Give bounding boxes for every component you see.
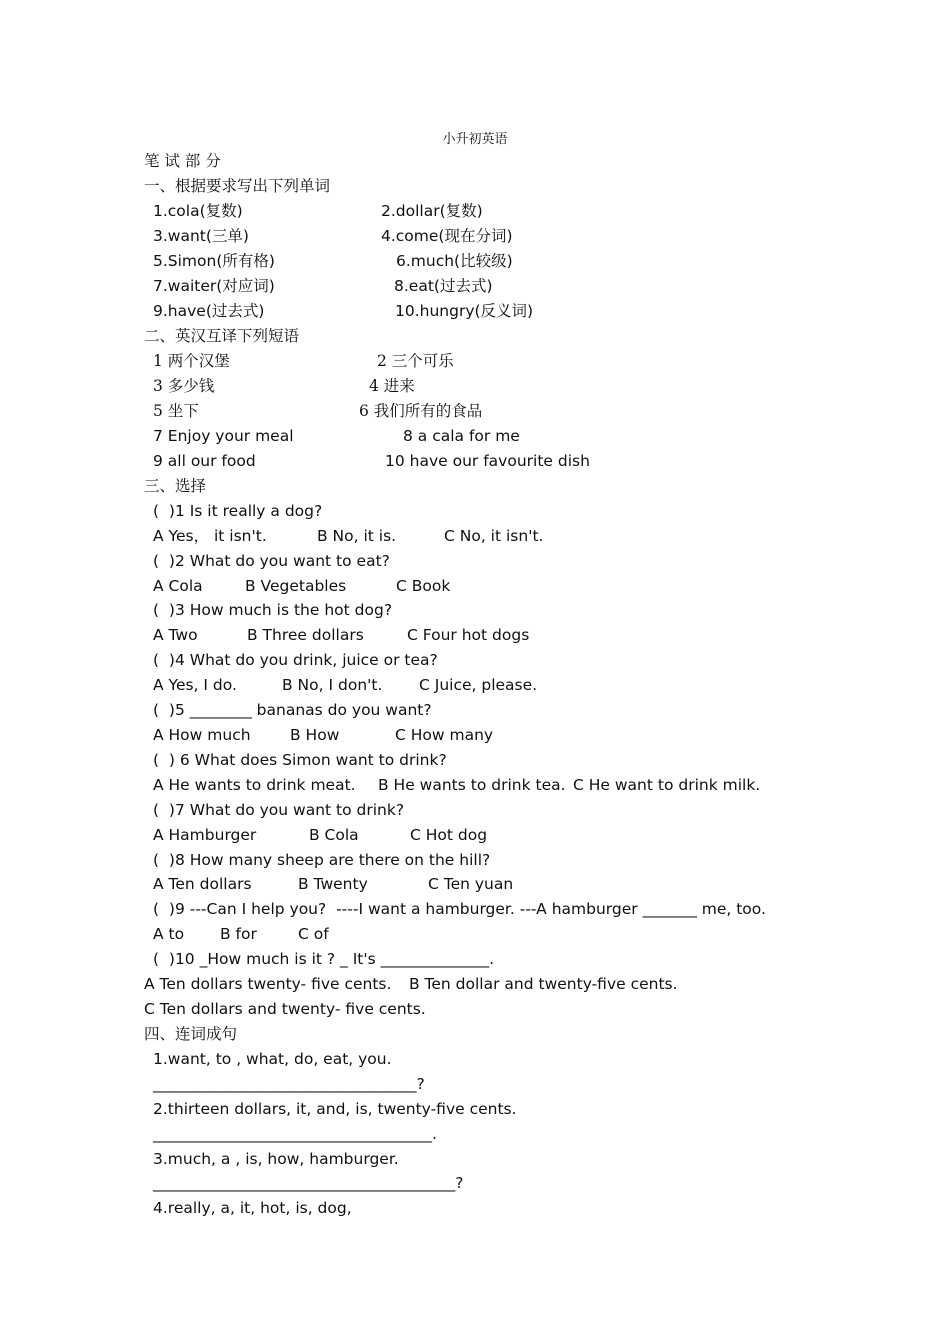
option: B He wants to drink tea.: [378, 776, 566, 794]
option: A He wants to drink meat.: [153, 776, 356, 794]
option: A Cola: [153, 577, 203, 595]
exam-part-label: 笔 试 部 分: [144, 152, 221, 170]
option: A Yes， it isn't.: [153, 527, 267, 545]
option: A Hamburger: [153, 826, 257, 844]
question-6: ( ) 6 What does Simon want to drink?: [153, 751, 447, 769]
word-item: 6.much(比较级): [396, 252, 513, 270]
question-10: ( )10 _How much is it ? _ It's ______________.: [153, 950, 495, 968]
phrase-item: 7 Enjoy your meal: [153, 427, 294, 445]
option: A Two: [153, 626, 198, 644]
phrase-item: 1 两个汉堡: [153, 352, 230, 370]
scrambled-words: 4.really, a, it, hot, is, dog,: [153, 1199, 352, 1217]
question-2: ( )2 What do you want to eat?: [153, 552, 390, 570]
question-9: ( )9 ---Can I help you? ----I want a hamburger. ---A hamburger _______ me, too.: [153, 900, 766, 918]
phrase-item: 3 多少钱: [153, 377, 215, 395]
option: A How much: [153, 726, 251, 744]
option: B Cola: [309, 826, 359, 844]
option: C of: [298, 925, 329, 943]
option: C How many: [395, 726, 494, 744]
option: A to: [153, 925, 185, 943]
option: C Book: [396, 577, 451, 595]
section-1-heading: 一、根据要求写出下列单词: [144, 177, 331, 195]
word-item: 7.waiter(对应词): [153, 277, 275, 295]
scrambled-words: 1.want, to , what, do, eat, you.: [153, 1050, 392, 1068]
option: B Twenty: [298, 875, 368, 893]
option: C Juice, please.: [419, 676, 538, 694]
word-item: 4.come(现在分词): [381, 227, 513, 245]
option: B How: [290, 726, 340, 744]
option: C He want to drink milk.: [573, 776, 761, 794]
option: C No, it isn't.: [444, 527, 544, 545]
option: C Ten yuan: [428, 875, 514, 893]
option: B Three dollars: [247, 626, 364, 644]
word-item: 5.Simon(所有格): [153, 252, 275, 270]
word-item: 9.have(过去式): [153, 302, 265, 320]
question-1: ( )1 Is it really a dog?: [153, 502, 323, 520]
phrase-item: 8 a cala for me: [403, 427, 520, 445]
document-title: 小升初英语: [442, 132, 508, 147]
word-item: 10.hungry(反义词): [395, 302, 534, 320]
phrase-item: 2 三个可乐: [377, 352, 454, 370]
question-8: ( )8 How many sheep are there on the hill?: [153, 851, 491, 869]
section-4-heading: 四、连词成句: [144, 1025, 238, 1043]
option: B No, it is.: [317, 527, 397, 545]
option: A Ten dollars: [153, 875, 252, 893]
scrambled-words: 2.thirteen dollars, it, and, is, twenty-five cents.: [153, 1100, 517, 1118]
question-5: ( )5 ________ bananas do you want?: [153, 701, 432, 719]
word-item: 3.want(三单): [153, 227, 249, 245]
section-3-heading: 三、选择: [144, 477, 207, 495]
word-item: 8.eat(过去式): [394, 277, 493, 295]
answer-blank: __________________________________?: [153, 1075, 425, 1093]
phrase-item: 10 have our favourite dish: [385, 452, 590, 470]
option: B for: [220, 925, 257, 943]
word-item: 2.dollar(复数): [381, 202, 483, 220]
option: B Vegetables: [245, 577, 347, 595]
option: A Yes, I do.: [153, 676, 237, 694]
option: B Ten dollar and twenty-five cents.: [409, 975, 678, 993]
answer-blank: ____________________________________.: [153, 1125, 437, 1143]
option: B No, I don't.: [282, 676, 383, 694]
option: C Hot dog: [410, 826, 488, 844]
question-7: ( )7 What do you want to drink?: [153, 801, 405, 819]
section-2-heading: 二、英汉互译下列短语: [144, 327, 300, 345]
option: C Four hot dogs: [407, 626, 530, 644]
phrase-item: 6 我们所有的食品: [359, 402, 483, 420]
word-item: 1.cola(复数): [153, 202, 243, 220]
question-3: ( )3 How much is the hot dog?: [153, 601, 393, 619]
question-4: ( )4 What do you drink, juice or tea?: [153, 651, 438, 669]
option: C Ten dollars and twenty- five cents.: [144, 1000, 426, 1018]
option: A Ten dollars twenty- five cents.: [144, 975, 392, 993]
scrambled-words: 3.much, a , is, how, hamburger.: [153, 1150, 399, 1168]
phrase-item: 9 all our food: [153, 452, 256, 470]
answer-blank: _______________________________________?: [153, 1174, 464, 1192]
phrase-item: 5 坐下: [153, 402, 199, 420]
phrase-item: 4 进来: [369, 377, 415, 395]
